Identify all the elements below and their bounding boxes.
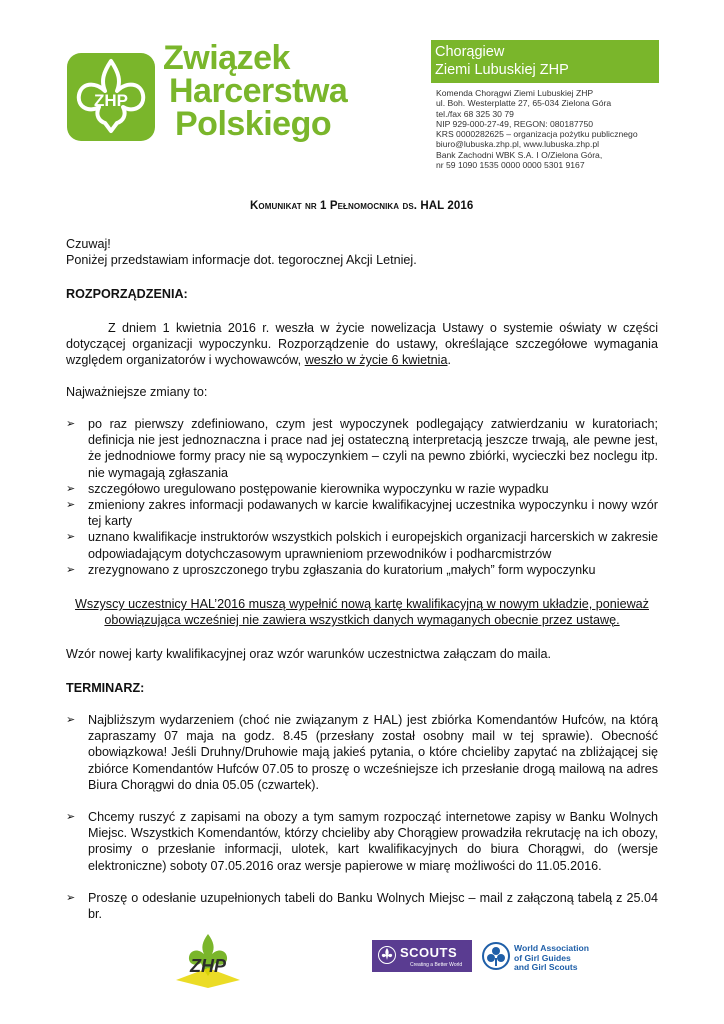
arrow-bullet-icon: ➢ <box>66 563 76 576</box>
paragraph-text: Z dniem 1 kwietnia 2016 r. weszła w życie nowelizacja Ustawy o systemie oświaty w części dotyczącej organizacji wypoczynku. Rozporządzenie do ustawy, określające szczegółowe wymagania względem organizatorów i wychowawców, <box>66 321 658 367</box>
trefoil-icon <box>482 942 510 970</box>
list-item-text: uznano kwalifikacje instruktorów wszystkich polskich i europejskich organizacji harcerskich w zakresie odpowiadającym dotychczasowym uprawnieniom przewodników i podharcmistrzów <box>88 530 658 561</box>
list-item-text: szczegółowo uregulowano postępowanie kierownika wypoczynku w razie wypadku <box>88 481 549 496</box>
badge-text: ZHP <box>94 91 128 110</box>
intro-text: Poniżej przedstawiam informacje dot. tegorocznej Akcji Letniej. <box>66 253 417 267</box>
wagggs-logo-text <box>514 944 589 973</box>
address-line: tel./fax 68 325 30 79 <box>436 108 514 119</box>
arrow-bullet-icon: ➢ <box>66 891 76 904</box>
list-item-text: Proszę o odesłanie uzupełnionych tabeli do Banku Wolnych Miejsc – mail z załączoną tabelą z 25.04 br. <box>88 890 658 922</box>
zhp-lily-badge-icon <box>65 51 157 143</box>
list-item-text: po raz pierwszy zdefiniowano, czym jest wypoczynek podlegający zatwierdzaniu w kuratoriach; definicja nie jest jednoznaczna i prace nad jej ostateczną interpretacją jeszcze trwają, ale pewne jest, że jednodniowe formy pracy nie są wypoczynkiem – czyli na pewno zbiórki, wycieczki bez noclegu itp. nie wymagają zgłaszania <box>88 417 658 480</box>
address-line: NIP 929-000-27-49, REGON: 080187750 <box>436 118 594 129</box>
arrow-bullet-icon: ➢ <box>66 499 76 512</box>
regulations-paragraph <box>66 320 658 368</box>
scouts-logo <box>372 940 472 972</box>
address-line: Komenda Chorągwi Ziemi Lubuskiej ZHP <box>436 88 594 98</box>
list-item-text: zmieniony zakres informacji podawanych w karcie kwalifikacyjnej uczestnika wypoczynku i nowy wzór tej karty <box>88 498 658 529</box>
document-title: Komunikat nr 1 Pełnomocnika ds. HAL 2016 <box>250 200 474 212</box>
schedule-list <box>66 712 658 938</box>
contact-address-block <box>436 88 638 170</box>
changes-heading: Najważniejsze zmiany to: <box>66 385 208 399</box>
qualification-card-notice <box>66 596 658 628</box>
list-item <box>66 416 658 481</box>
scouts-name: SCOUTS <box>400 945 458 960</box>
banner-line: Ziemi Lubuskiej ZHP <box>435 62 569 78</box>
greeting: Czuwaj! <box>66 237 111 251</box>
list-item <box>66 497 658 529</box>
effective-date-text: weszło w życie 6 kwietnia <box>304 353 448 367</box>
zhp-footer-text: ZHP <box>190 956 226 976</box>
paragraph-end: . <box>447 353 451 367</box>
address-line: Bank Zachodni WBK S.A. I O/Zielona Góra, <box>436 149 603 160</box>
region-banner <box>431 40 659 83</box>
fleur-de-lis-icon <box>378 946 396 964</box>
list-item <box>66 562 658 578</box>
logo-line: Związek <box>163 39 290 77</box>
list-item-text: zrezygnowano z uproszczonego trybu zgłaszania do kuratorium „małych” form wypoczynku <box>88 562 596 577</box>
wagggs-line: World Association <box>514 943 589 953</box>
banner-line: Chorągiew <box>435 44 505 60</box>
attachment-note: Wzór nowej karty kwalifikacyjnej oraz wzór warunków uczestnictwa załączam do maila. <box>66 647 552 661</box>
list-item <box>66 481 658 497</box>
address-line: biuro@lubuska.zhp.pl, www.lubuska.zhp.pl <box>436 139 600 150</box>
wagggs-line: and Girl Scouts <box>514 962 578 972</box>
address-line: KRS 0000282625 – organizacja pożytku publicznego <box>436 129 638 140</box>
notice-line: obowiązująca wcześniej nie zawiera wszystkich danych wymaganych obecnie przez ustawę. <box>104 613 620 627</box>
logo-line: Polskiego <box>175 105 332 143</box>
logo-line: Harcerstwa <box>169 72 348 110</box>
notice-line: Wszyscy uczestnicy HAL’2016 muszą wypełnić nową kartę kwalifikacyjną w nowym układzie, ponieważ <box>75 597 649 611</box>
arrow-bullet-icon: ➢ <box>66 482 76 495</box>
list-item <box>66 809 658 874</box>
scouts-tagline: Creating a Better World <box>410 962 463 968</box>
section-heading-schedule: TERMINARZ: <box>66 681 145 695</box>
list-item <box>66 712 658 793</box>
organization-logo-wordmark <box>163 39 348 143</box>
list-item <box>66 529 658 561</box>
arrow-bullet-icon: ➢ <box>66 714 76 726</box>
zhp-footer-logo-icon <box>168 930 248 990</box>
list-item-text: Najbliższym wydarzeniem (choć nie związanym z HAL) jest zbiórka Komendantów Hufców, na którą zapraszamy 07 maja na godz. 8.45 (przesłany został osobny mail w tej sprawie). Obecność obowiązkowa! Jeśli Druhny/Druhowie mają jakieś pytania, o które chcieliby zapytać na zbliżającej się zbiórce Komendantów Hufców 07.05 to proszę o wcześniejsze ich przesłanie drogą mailową na adres Biura Chorągwi do dnia 05.05 (czwartek). <box>88 713 658 792</box>
address-line: nr 59 1090 1535 0000 0000 5301 9167 <box>436 160 585 171</box>
address-line: ul. Boh. Westerplatte 27, 65-034 Zielona Góra <box>436 98 612 109</box>
changes-list <box>66 416 658 578</box>
arrow-bullet-icon: ➢ <box>66 418 76 430</box>
section-heading-regulations: ROZPORZĄDZENIA: <box>66 287 188 301</box>
arrow-bullet-icon: ➢ <box>66 531 76 544</box>
list-item <box>66 890 658 922</box>
arrow-bullet-icon: ➢ <box>66 811 76 824</box>
list-item-text: Chcemy ruszyć z zapisami na obozy a tym samym rozpocząć internetowe zapisy w Banku Wolnych Miejsc. Wszystkich Komendantów, którzy chcieliby aby Chorągiew prowadziła rekrutację na ich obozy, prosimy o przesłanie informacji, ulotek, kart kwalifikacyjnych do biura Chorągwi, do (wersje elektroniczne) soboty 07.05.2016 oraz wersje papierowe w miarę możliwości do 11.05.2016. <box>88 810 658 873</box>
wagggs-line: of Girl Guides <box>514 952 571 963</box>
